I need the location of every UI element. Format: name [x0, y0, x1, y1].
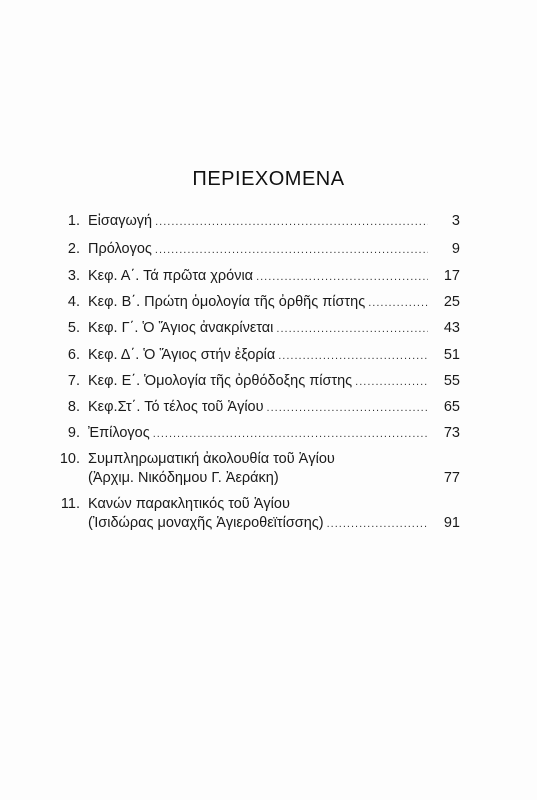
- toc-entry-1: [60, 212, 460, 231]
- entry-subtitle: (Ἀρχιμ. Νικόδημου Γ. Ἀεράκη): [88, 470, 279, 486]
- entry-title: Εἰσαγωγή: [88, 213, 153, 229]
- entry-page: 9: [451, 241, 460, 257]
- entry-number: 1.: [67, 213, 80, 229]
- toc-entry-10: [60, 450, 460, 468]
- toc-entry-11-subline: [88, 514, 460, 533]
- dot-leader: [327, 515, 428, 533]
- entry-title: Πρόλογος: [88, 241, 152, 257]
- dot-leader: [278, 347, 428, 365]
- toc-entry-2: [60, 240, 460, 259]
- entry-title: Κεφ. Γ΄. Ὁ Ἅγιος ἀνακρίνεται: [88, 320, 274, 336]
- entry-number: 9.: [67, 425, 80, 441]
- entry-subtitle: (Ἰσιδώρας μοναχῆς Ἁγιεροθεϊτίσσης): [88, 515, 324, 531]
- dot-leader: [155, 213, 428, 231]
- toc-entry-10-subline: [88, 469, 460, 488]
- entry-number: 3.: [67, 268, 80, 284]
- dot-leader: [256, 268, 428, 286]
- dot-leader: [267, 399, 428, 417]
- entry-title: Κεφ. Β΄. Πρώτη ὁμολογία τῆς ὀρθῆς πίστης: [88, 294, 366, 310]
- toc-entry-5: [60, 319, 460, 338]
- toc-entry-3: [60, 267, 460, 286]
- entry-page: 91: [443, 515, 460, 531]
- entry-page: 73: [443, 425, 460, 441]
- entry-number: 10.: [59, 451, 80, 467]
- entry-number: 6.: [67, 347, 80, 363]
- toc-entry-4: [60, 293, 460, 312]
- dot-leader: [155, 241, 428, 259]
- entry-page: 25: [443, 294, 460, 310]
- dot-leader: [368, 294, 428, 312]
- entry-page: 3: [451, 213, 460, 229]
- toc-entry-7: [60, 372, 460, 391]
- toc-entry-9: [60, 424, 460, 443]
- entry-page: 55: [443, 373, 460, 389]
- entry-title: Ἐπίλογος: [88, 425, 150, 441]
- entry-number: 7.: [67, 373, 80, 389]
- entry-number: 8.: [67, 399, 80, 415]
- page-title: ΠΕΡΙΕΧΟΜΕΝΑ: [192, 168, 345, 190]
- toc-entry-6: [60, 346, 460, 365]
- entry-title: Κεφ.Στ΄. Τό τέλος τοῦ Ἁγίου: [88, 399, 264, 415]
- dot-leader: [276, 320, 428, 338]
- dot-leader: [153, 425, 428, 443]
- toc-entry-8: [60, 398, 460, 417]
- entry-number: 11.: [60, 496, 80, 512]
- entry-number: 2.: [67, 241, 80, 257]
- entry-page: 51: [443, 347, 460, 363]
- entry-page: 17: [443, 268, 460, 284]
- entry-page: 65: [443, 399, 460, 415]
- entry-title: Κεφ. Ε΄. Ὁμολογία τῆς ὀρθόδοξης πίστης: [88, 373, 353, 389]
- toc-entry-11: [60, 495, 460, 513]
- entry-page: 43: [443, 320, 460, 336]
- entry-title: Κανών παρακλητικός τοῦ Ἁγίου: [88, 496, 290, 512]
- entry-title: Συμπληρωματική ἀκολουθία τοῦ Ἁγίου: [88, 451, 335, 467]
- entry-title: Κεφ. Δ΄. Ὁ Ἅγιος στήν ἐξορία: [88, 347, 276, 363]
- entry-number: 4.: [67, 294, 80, 310]
- dot-leader: [355, 373, 428, 391]
- entry-title: Κεφ. Α΄. Τά πρῶτα χρόνια: [88, 268, 254, 284]
- entry-number: 5.: [67, 320, 80, 336]
- entry-page: 77: [443, 470, 460, 486]
